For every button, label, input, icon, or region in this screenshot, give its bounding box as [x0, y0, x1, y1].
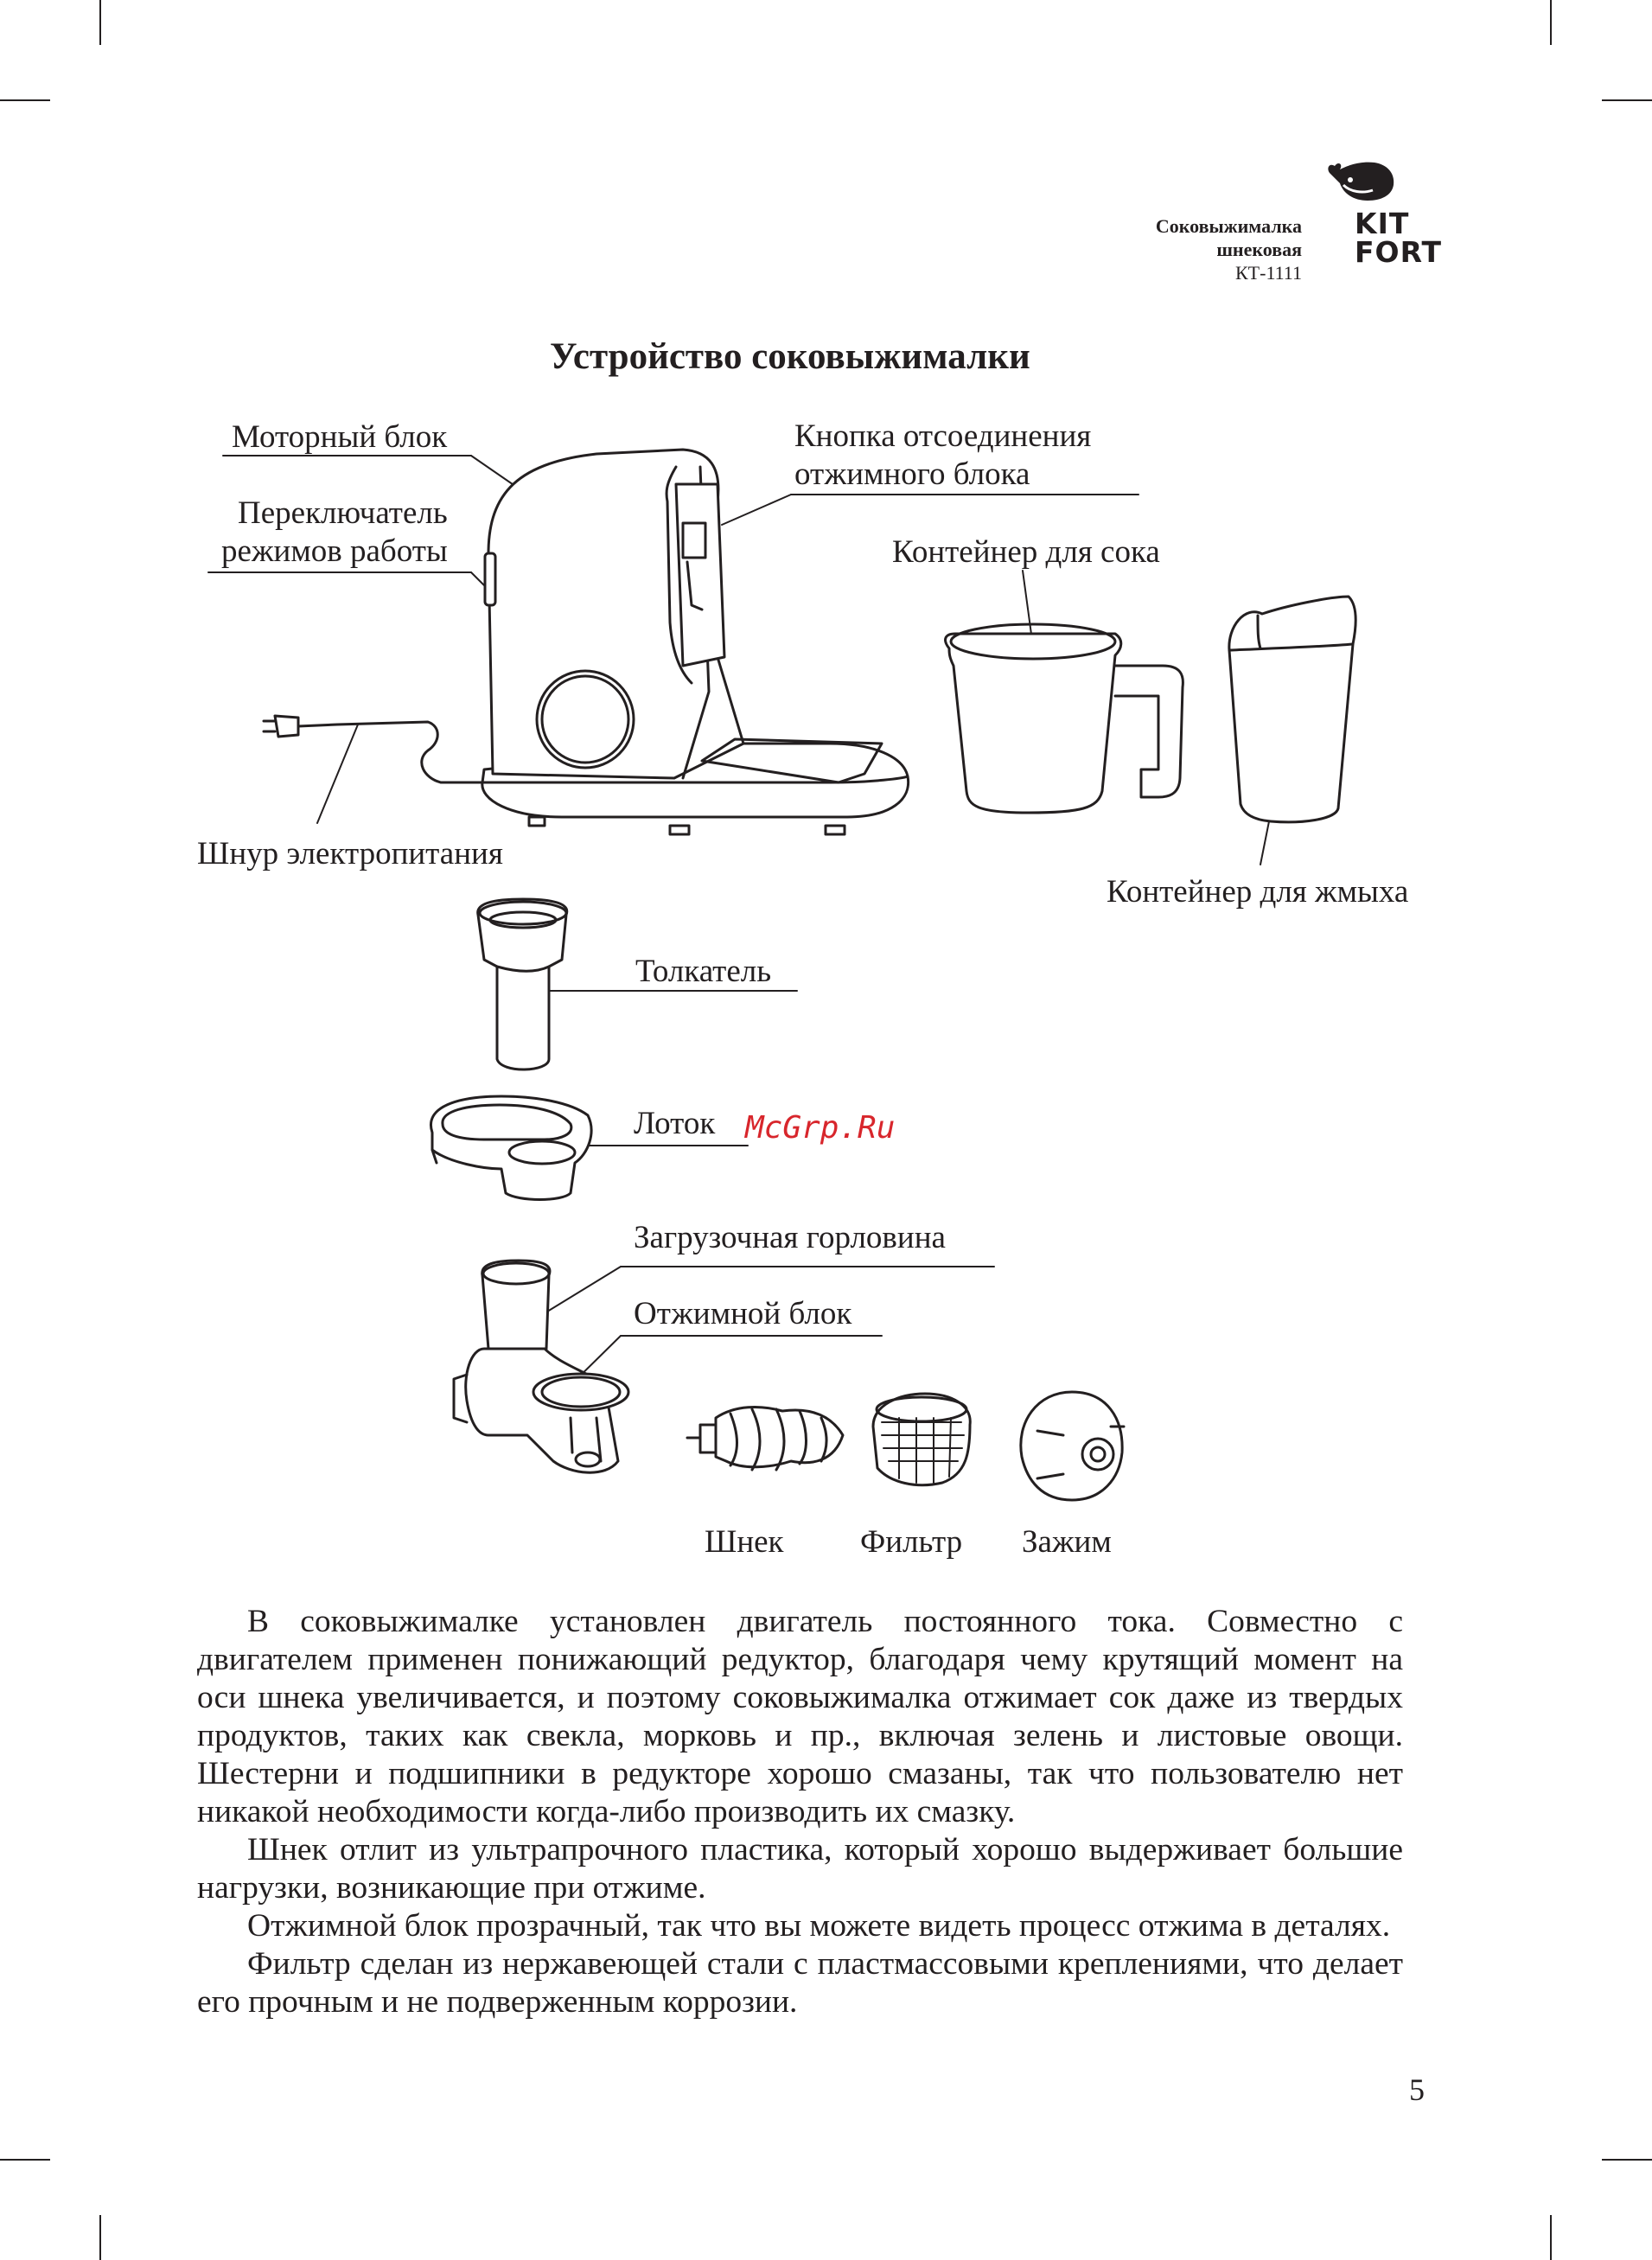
label-pusher: Толкатель	[635, 954, 772, 989]
paragraph: Шнек отлит из ультрапрочного пластика, который хорошо выдерживает большие нагрузки, возникающие при отжиме.	[197, 1832, 1403, 1906]
logo-line1: KIT	[1355, 207, 1410, 240]
clamp-drawing	[1021, 1392, 1124, 1500]
label-release-button	[794, 418, 1091, 494]
product-name-line2: шнековая	[1216, 239, 1302, 260]
label-mode-switch-line1: Переключатель	[238, 495, 448, 531]
description-text	[197, 1603, 1403, 2021]
label-juicing-block: Отжимной блок	[634, 1296, 852, 1331]
pusher-drawing	[478, 899, 567, 1069]
label-feed-chute: Загрузочная горловина	[634, 1220, 946, 1255]
logo-line2: FORT	[1355, 235, 1443, 269]
juicing-block-drawing	[454, 1261, 628, 1472]
label-power-cord: Шнур электропитания	[197, 836, 503, 871]
tray-drawing	[431, 1096, 591, 1200]
label-release-button-line2: отжимного блока	[794, 456, 1030, 492]
page-title: Устройство соковыжималки	[550, 336, 1030, 377]
watermark: McGrp.Ru	[745, 1110, 896, 1146]
pulp-container-drawing	[1229, 597, 1355, 822]
label-motor-block: Моторный блок	[232, 419, 448, 455]
label-auger: Шнек	[705, 1524, 784, 1560]
label-clamp: Зажим	[1022, 1524, 1112, 1560]
paragraph: В соковыжималке установлен двигатель постоянного тока. Совместно с двигателем применен понижающий редуктор, благодаря чему крутящий момент на оси шнека увеличивается, и поэтому соковыжималка отжимает сок даже из твердых продуктов, таких как свекла, морковь и пр., включая зелень и листовые овощи. Шестерни и подшипники в редукторе хорошо смазаны, так что пользователю нет никакой необходимости когда-либо производить их смазку.	[197, 1604, 1403, 1829]
filter-drawing	[873, 1394, 970, 1485]
label-pulp-container: Контейнер для жмыха	[1107, 874, 1409, 910]
page-number: 5	[1409, 2072, 1425, 2107]
auger-drawing	[687, 1407, 843, 1470]
paragraph: Фильтр сделан из нержавеющей стали с пластмассовыми креплениями, что делает его прочным и не подверженным коррозии.	[197, 1946, 1403, 2020]
label-juice-container: Контейнер для сока	[892, 534, 1160, 570]
label-release-button-line1: Кнопка отсоединения	[794, 418, 1092, 454]
label-mode-switch	[221, 495, 448, 571]
label-tray: Лоток	[634, 1106, 716, 1141]
label-filter: Фильтр	[860, 1524, 963, 1560]
product-model: КТ-1111	[1235, 262, 1302, 284]
product-name-line1: Соковыжималка	[1155, 215, 1302, 237]
label-mode-switch-line2: режимов работы	[221, 533, 448, 569]
paragraph: Отжимной блок прозрачный, так что вы можете видеть процесс отжима в деталях.	[247, 1908, 1391, 1944]
juice-jug-drawing	[946, 624, 1183, 813]
